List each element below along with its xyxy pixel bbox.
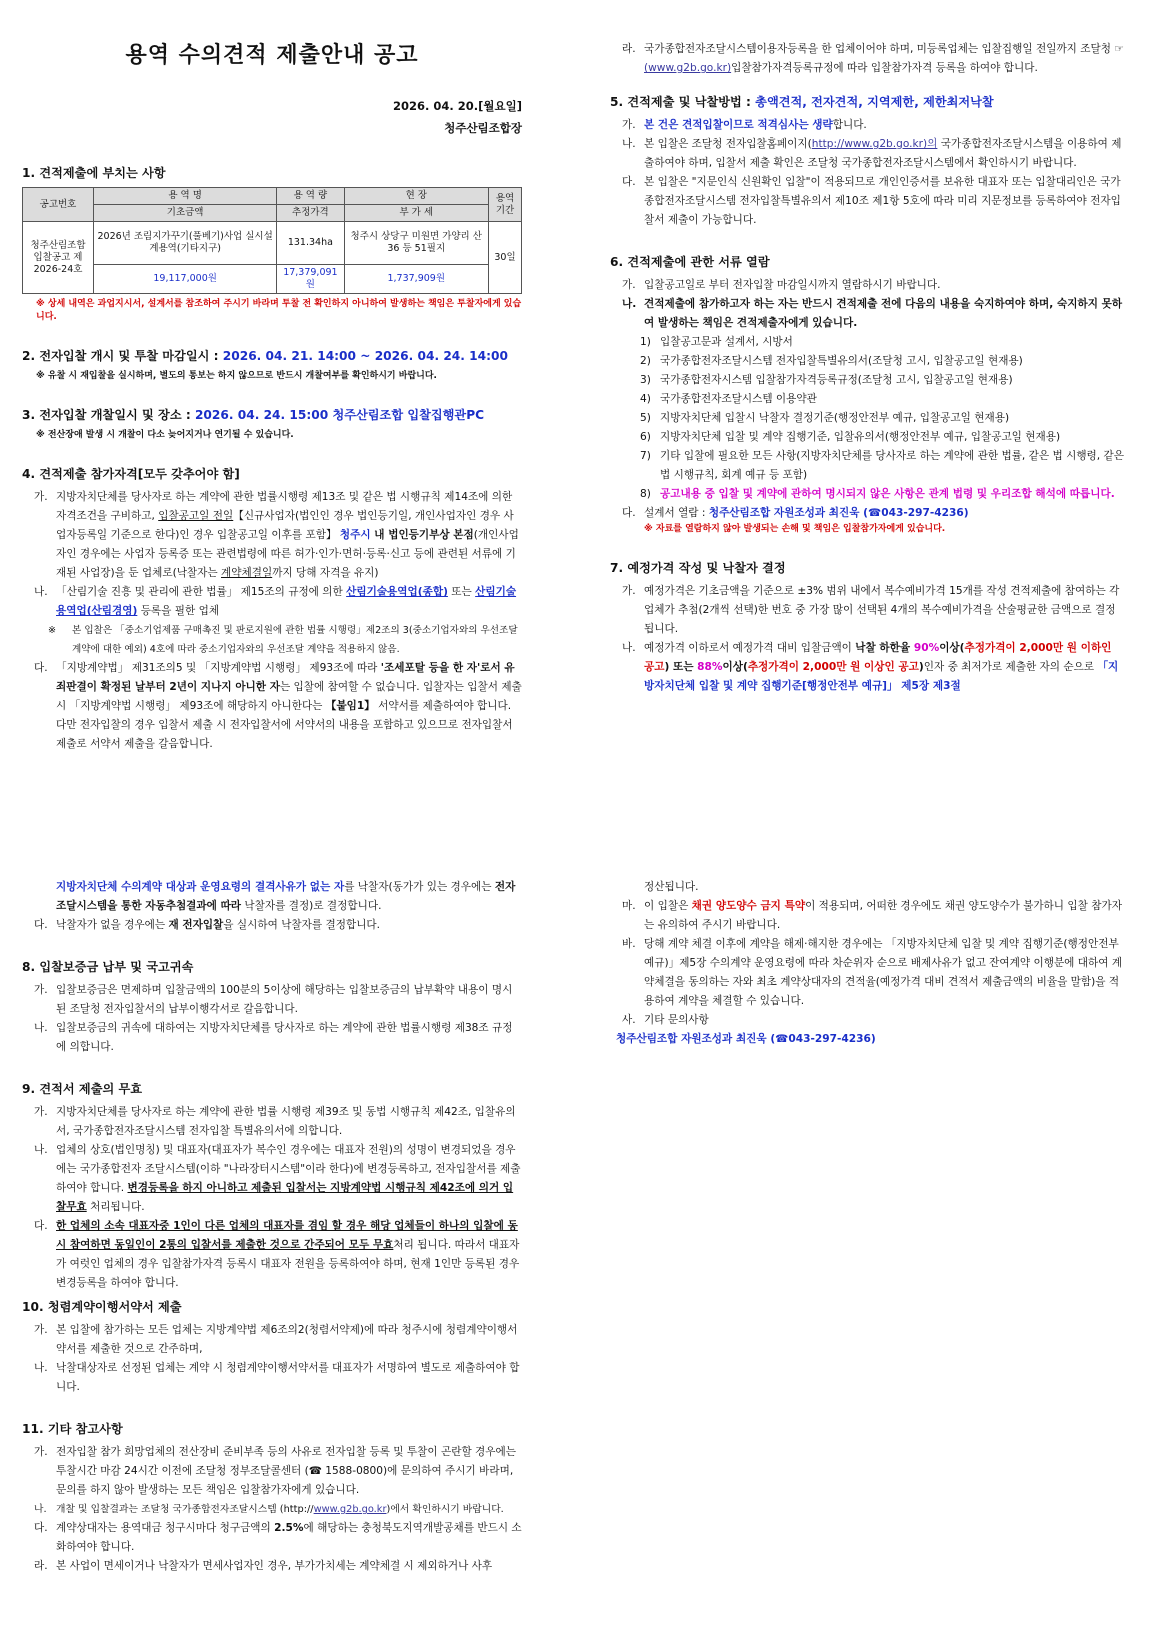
text: 추정가격이 2,000만 원 이하인 공고	[644, 642, 1112, 673]
service-info-table	[22, 187, 522, 294]
item-label: 다.	[34, 1522, 48, 1534]
s11-item-ra	[22, 1557, 522, 1576]
s4-star-note	[22, 621, 522, 659]
item-label: 나.	[34, 1144, 48, 1156]
text: 입찰공고일로 부터 전자입찰 마감일시까지 열람하시기 바랍니다.	[644, 279, 941, 291]
reference-doc-item	[610, 428, 1125, 447]
text: 국가종합전자조달시스템 전자입찰특별유의서(조달청 고시, 입찰공고일 현재용)	[660, 355, 1023, 367]
th-base-price: 기초금액	[94, 205, 277, 222]
reference-doc-item	[610, 390, 1125, 409]
item-label: 7)	[640, 450, 651, 462]
reference-doc-item	[610, 447, 1125, 485]
item-label: 다.	[34, 662, 48, 674]
s10-item-ga	[22, 1321, 522, 1359]
item-label: 나.	[34, 1504, 47, 1515]
item-label: 가.	[34, 491, 48, 503]
text: 추정가격이 2,000만 원 이상인 공고	[747, 661, 919, 673]
text: 이상(	[722, 661, 748, 673]
text: 입찰보증금의 귀속에 대하여는 지방자치단체를 당사자로 하는 계약에 관한 법률시행령 제38조 규정에 의합니다.	[56, 1022, 513, 1053]
text: 개찰 및 입찰결과는 조달청 국가종합전자조달시스템 (http://	[56, 1504, 314, 1515]
text: 채권 양도양수 금지 특약	[691, 900, 806, 912]
item-label: 라.	[622, 43, 636, 55]
text: 내 법인등기부상 본점	[370, 529, 474, 541]
cell-site: 청주시 상당구 미원면 가양리 산36 등 51필지	[344, 222, 489, 265]
item-label: 4)	[640, 393, 651, 405]
text: (개인사업자인 경우에는 사업자 등록증 또는 관련법령에 따른 허가·인가·면허·등록·신고 등에 관련된 서류에 기재된 사업장)을 둔 업체로(낙찰자는	[56, 529, 519, 579]
section-3-title	[22, 405, 522, 425]
text: 낙찰대상자로 선정된 업체는 계약 시 청렴계약이행서약서를 대표자가 서명하여 별도로 제출하여야 합니다.	[56, 1362, 520, 1393]
text: 등록을 필한 업체	[137, 605, 220, 617]
text: 전자입찰 참가 희망업체의 전산장비 준비부족 등의 사유로 전자입찰 등록 및 투찰이 곤란할 경우에는 투찰시간 마감 24시간 이전에 조달청 정부조달콜센터 (☎ 1588-0800)에 문의하여 주시기 바라며, 문의를 하지 않아 발생하는 모든 책임은 입찰참가자에게 있습니다.	[56, 1446, 516, 1496]
item-label: 바.	[622, 938, 636, 950]
s9-item-ga	[22, 1103, 522, 1141]
section-11-title: 11. 기타 참고사항	[22, 1422, 123, 1436]
text: '조세포탈 등을 한 자'로서 유죄판결이 확정된 날부터 2년이 지나지 아니한 자	[56, 662, 515, 693]
opening-datetime: 2026. 04. 24. 15:00 청주산림조합 입찰집행관PC	[194, 408, 485, 422]
reference-doc-item	[610, 485, 1125, 504]
reference-doc-list	[610, 333, 1125, 485]
cell-base-price: 19,117,000원	[94, 265, 277, 294]
s10-item-na	[22, 1359, 522, 1397]
text: 전자조달시스템을 통한 자동추첨결과에 따라	[56, 881, 516, 912]
item-label: 가.	[622, 585, 636, 597]
item-label: 가.	[622, 279, 636, 291]
item-label: ※	[48, 625, 57, 636]
s11-item-ma	[610, 897, 1125, 935]
text: 재 전자입찰	[168, 919, 224, 931]
text: 처리됩니다.	[86, 1201, 145, 1213]
text: 서약서를 제출하여야 합니다. 다만 전자입찰의 경우 입찰서 제출 시 전자입찰서에 서약서의 내용을 포함하고 있으므로 전자입찰서 제출로 서약서 제출을 갈음합니다.	[56, 700, 513, 750]
s11-item-na	[22, 1500, 522, 1519]
item-label: 다.	[34, 1220, 48, 1232]
text: 국가종합전자시스템 입찰참가자격등록규정(조달청 고시, 입찰공고일 현재용)	[660, 374, 1013, 386]
item-label: 가.	[622, 119, 636, 131]
section-3-note: ※ 전산장애 발생 시 개찰이 다소 늦어지거나 연기될 수 있습니다.	[36, 430, 294, 440]
s11-item-ra-cont: 정산됩니다.	[644, 881, 699, 893]
text: 88%	[697, 661, 723, 673]
text: 국가종합전자조달시스템이용자등록을 한 업체이어야 하며, 미등록업체는 입찰집행일 전일까지 조달청 ☞	[644, 43, 1124, 55]
section-6-title: 6. 견적제출에 관한 서류 열람	[610, 255, 770, 269]
text: 계약상대자는 용역대금 청구시마다 청구금액의	[56, 1522, 275, 1534]
text: )	[918, 661, 924, 673]
s6-item-da	[610, 504, 1125, 523]
text: 합니다.	[832, 119, 867, 131]
item-label: 마.	[622, 900, 636, 912]
item-label: 나.	[34, 586, 48, 598]
section-1-title: 1. 견적제출에 부치는 사항	[22, 166, 166, 180]
reference-doc-item	[610, 371, 1125, 390]
issuer: 청주산림조합장	[444, 121, 522, 135]
contact-info: 청주산림조합 자원조성과 최진욱 (☎043-297-4236)	[708, 507, 969, 519]
s5-item-na	[610, 135, 1125, 173]
text: 2.5%	[274, 1522, 304, 1534]
section-10-title: 10. 청렴계약이행서약서 제출	[22, 1300, 182, 1314]
text: 변경등록을 하지 아니하고 제출된 입찰서는 지방계약법 시행규칙 제42조에 의거 입찰무효	[56, 1182, 514, 1213]
contact-info: 청주산림조합 자원조성과 최진욱 (☎043-297-4236)	[616, 1033, 876, 1045]
item-label: 다.	[622, 507, 636, 519]
item-label: 2)	[640, 355, 651, 367]
text: 지방자치단체 수의계약 대상과 운영요령의 결격사유가 없는 자	[56, 881, 345, 893]
item-label: 5)	[640, 412, 651, 424]
s11-item-ba	[610, 935, 1125, 1011]
item-label: 다.	[34, 919, 48, 931]
s4-item-da	[22, 659, 522, 754]
text: 국가종합전자조달시스템을 이용하여 제출하여야 하며, 입찰서 제출 확인은 조달청 국가종합전자조달시스템에서 확인하시기 바랍니다.	[644, 138, 1122, 169]
text: 낙찰자가 없을 경우에는	[56, 919, 169, 931]
text: 를 낙찰자(동가가 있는 경우에는	[344, 881, 495, 893]
text: 에 해당하는 충청북도지역개발공채를 반드시 소화하여야 합니다.	[56, 1522, 522, 1553]
s7-item-na	[610, 639, 1125, 696]
item-label: 가.	[34, 1106, 48, 1118]
s8-item-ga	[22, 981, 522, 1019]
text: 본 입찰은 "지문인식 신원확인 입찰"이 적용되므로 개인인증서를 보유한 대표자 또는 입찰대리인은 국가종합전자조달시스템 전자입찰특별유의서 제10조 제1항 5호에 따라 미리 지문정보를 등록하여야 전자입찰서 제출이 가능합니다.	[644, 176, 1121, 226]
item-label: 나.	[622, 138, 636, 150]
section-5-label: 5. 견적제출 및 낙찰방법 :	[610, 95, 756, 109]
section-2-title	[22, 346, 522, 366]
g2b-link[interactable]: (www.g2b.go.kr)	[644, 62, 732, 74]
reference-doc-item	[610, 333, 1125, 352]
text: 본 입찰에 참가하는 모든 업체는 지방계약법 제6조의2(청렴서약제)에 따라 청주시에 청렴계약이행서약서를 제출한 것으로 간주하며,	[56, 1324, 518, 1355]
text: 인자 중 최저가로 제출한 자의 순으로	[923, 661, 1098, 673]
item-label: 1)	[640, 336, 651, 348]
bid-period: 2026. 04. 21. 14:00 ~ 2026. 04. 24. 14:00	[222, 349, 508, 363]
section-8-title: 8. 입찰보증금 납부 및 국고귀속	[22, 960, 194, 974]
text: 「지방계약법」 제31조의5 및 「지방계약법 시행령」 제93조에 따라	[56, 662, 381, 674]
section-2-note: ※ 유찰 시 재입찰을 실시하며, 별도의 통보는 하지 않으므로 반드시 개찰여부를 확인하시기 바랍니다.	[36, 371, 437, 381]
text: 본 입찰은 조달청 전자입찰홈페이지(	[644, 138, 812, 150]
left-column-top	[22, 40, 522, 754]
th-service-name: 용 역 명	[94, 188, 277, 205]
th-vat: 부 가 세	[344, 205, 489, 222]
item-label: 사.	[622, 1014, 636, 1026]
text: 이 적용되며, 어떠한 경우에도 채권 양도양수가 불가하니 입찰 참가자는 유의하여 주시기 바랍니다.	[644, 900, 1122, 931]
text: ) 또는	[664, 661, 698, 673]
item-label: 다.	[622, 176, 636, 188]
text: 공고내용 중 입찰 및 계약에 관하여 명시되지 않은 사항은 관계 법령 및 우리조합 해석에 따릅니다.	[660, 488, 1115, 500]
section-7-title: 7. 예정가격 작성 및 낙찰자 결정	[610, 561, 786, 575]
s4-item-na	[22, 583, 522, 621]
text: 예정가격은 기초금액을 기준으로 ±3% 범위 내에서 복수예비가격 15개를 작성 견적제출에 참여하는 각 업체가 추첨(2개씩 선택)한 번호 중 가장 많이 선택된 4개의 복수예비가격을 산술평균한 금액으로 결정됩니다.	[644, 585, 1120, 635]
reference-doc-item	[610, 409, 1125, 428]
text: 이상(	[939, 642, 965, 654]
text: 한 업체의 소속 대표자중 1인이 다른 업체의 대표자를 겸임 할 경우 해당 업체들이 하나의 입찰에 동시 참여하면 동일인이 2통의 입찰서를 제출한 것으로 간주되어 모두 무효	[56, 1220, 518, 1251]
text: 당해 계약 체결 이후에 계약을 해제·해지한 경우에는 「지방자치단체 입찰 및 계약 집행기준(행정안전부 예규)」제5장 수의계약 운영요령에 따라 차순위자 순으로 배제사유가 없고 잔여계약 이행분에 대하여 계약체결을 동의하는 자와 최초 계약상대자의 견적율(예정가격 대비 견적서 제출금액의 비율을 말함)을 적용하여 계약을 체결할 수 있습니다.	[644, 938, 1123, 1007]
item-label: 8)	[640, 488, 651, 500]
th-service-qty: 용 역 량	[277, 188, 344, 205]
right-column-bottom	[610, 878, 1125, 1049]
th-est-price: 추정가격	[277, 205, 344, 222]
section-9-title: 9. 견적서 제출의 무효	[22, 1082, 143, 1096]
page-title: 용역 수의견적 제출안내 공고	[125, 43, 419, 68]
cell-service-name: 2026년 조림지가꾸기(풀베기)사업 실시설계용역(기타지구)	[94, 222, 277, 265]
text: 이 입찰은	[644, 900, 692, 912]
s5-item-ga	[610, 116, 1125, 135]
cell-notice-no: 청주산림조합 입찰공고 제2026-24호	[23, 222, 94, 294]
text: 을 실시하여 낙찰자를 결정합니다.	[223, 919, 381, 931]
s8-item-na	[22, 1019, 522, 1057]
s4-item-ga	[22, 488, 522, 583]
text: 본 건은 견적입찰이므로 적격심사는 생략	[644, 119, 833, 131]
item-label: 가.	[34, 1324, 48, 1336]
reference-doc-item	[610, 352, 1125, 371]
text: 는 입찰에 참여할 수 없습니다. 입찰자는 입찰서 제출 시 「지방계약법 시행령」 제93조에 해당하지 아니한다는	[56, 681, 522, 712]
section-2-label: 2. 전자입찰 개시 및 투찰 마감일시 :	[22, 349, 223, 363]
notice-date: 2026. 04. 20.[월요일]	[393, 99, 522, 113]
text: 계약체결일	[221, 567, 273, 579]
g2b-link[interactable]: http://www.g2b.go.kr)의	[811, 138, 938, 150]
th-period: 용역 기간	[489, 188, 522, 222]
text: 청주시	[339, 529, 371, 541]
g2b-link[interactable]: www.g2b.go.kr	[313, 1504, 387, 1515]
text: 낙찰 하한율	[855, 642, 914, 654]
text: 본 입찰은 「중소기업제품 구매촉진 및 판로지원에 관한 법률 시행령」제2조의 3(중소기업자와의 우선조달계약에 대한 예외) 4호에 따라 중소기업자와의 우선조달 계약을 적용하지 않음.	[72, 625, 518, 655]
text: 예정가격 이하로서 예정가격 대비 입찰금액이	[644, 642, 856, 654]
text: 【붙임1】	[325, 700, 375, 712]
text: 국가종합전자조달시스템 이용약관	[660, 393, 817, 405]
text: 지방자치단체를 당사자로 하는 계약에 관한 법률시행령 제13조 및 같은 법 시행규칙 제14조에 의한 자격조건을 구비하고,	[56, 491, 513, 522]
s9-item-na	[22, 1141, 522, 1217]
text: 입찰보증금은 면제하며 입찰금액의 100분의 5이상에 해당하는 입찰보증금의 납부확약 내용이 명시된 조달청 전자입찰서의 납부이행각서로 갈음합니다.	[56, 984, 513, 1015]
text: 입찰공고문과 설계서, 시방서	[660, 336, 793, 348]
item-label: 나.	[34, 1022, 48, 1034]
s6-item-ga	[610, 276, 1125, 295]
item-label: 나.	[622, 642, 636, 654]
text: 설계서 열람 :	[644, 507, 709, 519]
cell-est-price: 17,379,091원	[277, 265, 344, 294]
text: 「산림기술 진흥 및 관리에 관한 법률」 제15조의 규정에 의한	[56, 586, 347, 598]
item-label: 6)	[640, 431, 651, 443]
section-3-label: 3. 전자입찰 개찰일시 및 장소 :	[22, 408, 195, 422]
bid-method: 총액견적, 전자견적, 지역제한, 제한최저낙찰	[755, 95, 994, 109]
cell-vat: 1,737,909원	[344, 265, 489, 294]
s11-item-ga	[22, 1443, 522, 1500]
section-1-note: ※ 상세 내역은 과업지시서, 설계서를 참조하여 주시기 바라며 투찰 전 확인하지 아니하여 발생하는 책임은 투찰자에게 있습니다.	[36, 299, 522, 322]
s5-item-da	[610, 173, 1125, 230]
item-label: 가.	[34, 1446, 48, 1458]
cell-service-qty: 131.34ha	[277, 222, 344, 265]
left-column-bottom	[22, 878, 522, 1576]
text: 낙찰자를 결정)로 결정합니다.	[241, 900, 382, 912]
text: 「지방자치단체 입찰 및 계약 집행기준[행정안전부 예규]」 제5장 제3절	[644, 661, 1119, 692]
text: 까지 당해 자격을 유지)	[272, 567, 379, 579]
cell-period: 30일	[489, 222, 522, 294]
text: 90%	[913, 642, 940, 654]
text: 기타 문의사항	[644, 1014, 709, 1026]
text: 입찰참가자격등록규정에 따라 입찰참가자격 등록을 하여야 합니다.	[731, 62, 1038, 74]
text: 업체의 상호(법인명칭) 및 대표자(대표자가 복수인 경우에는 대표자 전원)의 성명이 변경되었을 경우에는 국가종합전자 조달시스템(이하 "나라장터시스템"이라 한다)에 변경등록하고, 전자입찰서를 제출하여야 합니다.	[56, 1144, 521, 1194]
text: 기타 입찰에 필요한 모든 사항(지방자치단체를 당사자로 하는 계약에 관한 법률, 같은 법 시행령, 같은 법 시행규칙, 회계 예규 등 포함)	[660, 450, 1124, 481]
text: 입찰공고일 전일	[158, 510, 234, 522]
item-label: 3)	[640, 374, 651, 386]
s4-item-ra	[610, 40, 1125, 78]
item-label: 라.	[34, 1560, 48, 1572]
s7-item-ga	[610, 582, 1125, 639]
text: 산림기술용역업(종합)	[346, 586, 448, 598]
text: 처리 됩니다. 따라서 대표자가 여럿인 업체의 경우 입찰참가자격 등록시 대표자 전원을 등록하여야 하며, 현재 1인만 등록된 경우 변경등록을 하여야 합니다.	[56, 1239, 520, 1289]
item-label: 나.	[34, 1362, 48, 1374]
text: 지방자치단체 입찰시 낙찰자 결정기준(행정안전부 예규, 입찰공고일 현재용)	[660, 412, 1010, 424]
s11-item-sa	[610, 1011, 1125, 1030]
text: 또는	[447, 586, 476, 598]
text: 지방자치단체를 당사자로 하는 계약에 관한 법률 시행령 제39조 및 동법 시행규칙 제42조, 입찰유의서, 국가종합전자조달시스템 전자입찰 특별유의서에 의합니다.	[56, 1106, 516, 1137]
text: 견적제출에 참가하고자 하는 자는 반드시 견적제출 전에 다음의 내용을 숙지하여야 하며, 숙지하지 못하여 발생하는 책임은 견적제출자에게 있습니다.	[644, 298, 1123, 329]
section-4-title: 4. 견적제출 참가자격[모두 갖추어야 함]	[22, 467, 240, 481]
right-column-top	[610, 40, 1125, 696]
th-notice-no: 공고번호	[23, 188, 94, 222]
s11-item-da	[22, 1519, 522, 1557]
text: 본 사업이 면세이거나 낙찰자가 면세사업자인 경우, 부가가치세는 계약체결 시 제외하거나 사후	[56, 1560, 493, 1572]
s6-item-na	[610, 295, 1125, 333]
th-site: 현 장	[344, 188, 489, 205]
s9-item-da	[22, 1217, 522, 1293]
item-label: 나.	[622, 298, 637, 310]
section-5-title	[610, 92, 1125, 112]
item-label: 가.	[34, 984, 48, 996]
text: 【신규사업자(법인인 경우 법인등기일, 개인사업자인 경우 사업자등록일 기준으로 한다)인 경우 입찰공고일 이후를 포함】	[56, 510, 514, 541]
text: )에서 확인하시기 바랍니다.	[386, 1504, 504, 1515]
s7-item-na-cont	[22, 878, 522, 916]
s7-item-da	[22, 916, 522, 935]
text: 지방자치단체 입찰 및 계약 집행기준, 입찰유의서(행정안전부 예규, 입찰공고일 현재용)	[660, 431, 1061, 443]
s6-note: ※ 자료를 열람하지 않아 발생되는 손해 및 책임은 입찰참가자에게 있습니다.	[644, 524, 946, 534]
text: 산림기술용역업(산림경영)	[56, 586, 517, 617]
